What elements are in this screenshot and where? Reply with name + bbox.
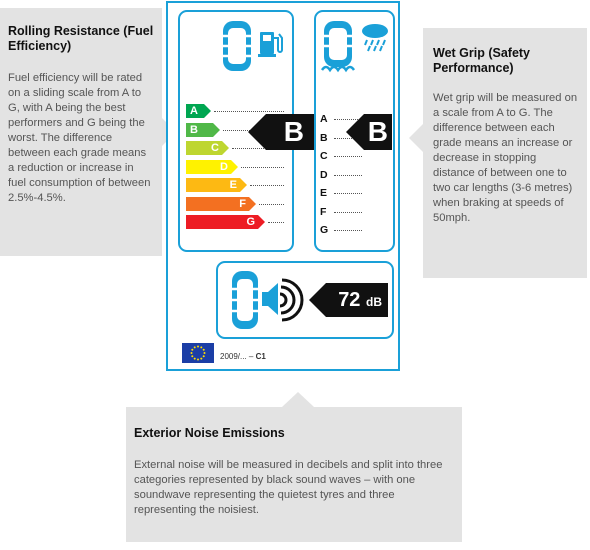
grade-leader-dots	[334, 212, 362, 213]
fuel-rating-value: B	[283, 116, 304, 147]
wet-grade-letter-a: A	[320, 113, 328, 125]
fuel-grade-row-d	[186, 160, 286, 174]
rolling-resistance-box	[0, 8, 162, 256]
grade-leader-dots	[268, 222, 284, 223]
eu-flag-icon	[182, 343, 214, 363]
grade-leader-dots	[259, 204, 284, 205]
fuel-grade-bar: G	[186, 215, 258, 229]
wet-grade-letter-f: F	[320, 205, 327, 218]
grade-leader-dots	[334, 193, 362, 194]
wet-grade-letter-c: C	[320, 150, 328, 162]
noise-pointer	[282, 392, 314, 407]
tyre-class: C1	[255, 352, 266, 361]
wet-rating-value: B	[367, 116, 388, 147]
wet-pointer	[409, 124, 423, 152]
grade-leader-dots	[214, 111, 284, 112]
noise-rating-unit: dB	[366, 295, 382, 309]
speaker-icon	[260, 279, 280, 319]
noise-panel	[216, 261, 394, 339]
fuel-grade-bar: D	[186, 160, 231, 174]
fuel-grade-row-f	[186, 197, 286, 211]
eu-tyre-label	[166, 1, 400, 371]
rolling-resistance-body: Fuel efficiency will be rated on a sliding scale from A to G, with A being the best performers and G being the worst. The difference between each grade means a reduction or increase in fuel consumption of between 2.5%-4.5%.	[8, 72, 151, 204]
noise-body: External noise will be measured in decibels and split into three categories represented by black sound waves – with one soundwave representing the quietest tyres and three representing the noisiest.	[134, 459, 443, 516]
regulation-number: 2009/... –	[220, 352, 254, 361]
sound-waves	[278, 277, 308, 323]
fuel-grade-bar: E	[186, 178, 240, 192]
fuel-rating-arrow	[266, 114, 314, 150]
sound-wave	[280, 294, 286, 306]
wet-grip-panel	[314, 10, 395, 252]
grade-leader-dots	[250, 185, 284, 186]
noise-rating-value: 72	[338, 289, 361, 311]
tyre-icon	[230, 269, 260, 331]
grade-leader-dots	[334, 230, 362, 231]
fuel-grade-row-g	[186, 215, 286, 229]
fuel-grade-bar: C	[186, 141, 222, 155]
fuel-pump-icon	[258, 28, 284, 58]
wet-grip-body: Wet grip will be measured on a scale from A to G. The difference between each grade means an increase or decrease in stopping distance of between one to two car lengths (3-6 metres) when braking at speeds of 50mph.	[433, 92, 578, 224]
tyre-icon	[220, 18, 254, 74]
fuel-grade-row-e	[186, 178, 286, 192]
grade-leader-dots	[241, 167, 284, 168]
noise-title: Exterior Noise Emissions	[134, 426, 285, 440]
noise-box	[126, 407, 462, 542]
fuel-efficiency-panel	[178, 10, 304, 252]
wet-grip-box	[423, 28, 587, 278]
wet-grade-letter-g: G	[320, 224, 329, 236]
tyre-icon	[320, 18, 356, 74]
noise-rating-arrow	[326, 283, 388, 317]
rolling-resistance-title: Rolling Resistance (Fuel Efficiency)	[8, 24, 154, 53]
regulation-footer	[220, 352, 266, 361]
fuel-grade-bar: B	[186, 123, 213, 137]
wet-grade-letter-e: E	[320, 187, 328, 199]
wet-grip-title: Wet Grip (Safety Performance)	[433, 46, 531, 75]
grade-leader-dots	[334, 175, 362, 176]
wet-rating-arrow	[364, 114, 392, 150]
fuel-grade-bar: A	[186, 104, 204, 118]
wet-grade-letter-b: B	[320, 131, 328, 144]
grade-leader-dots	[334, 156, 362, 157]
wet-grade-letter-d: D	[320, 168, 328, 181]
fuel-grade-bar: F	[186, 197, 249, 211]
rain-cloud-icon	[360, 22, 390, 52]
